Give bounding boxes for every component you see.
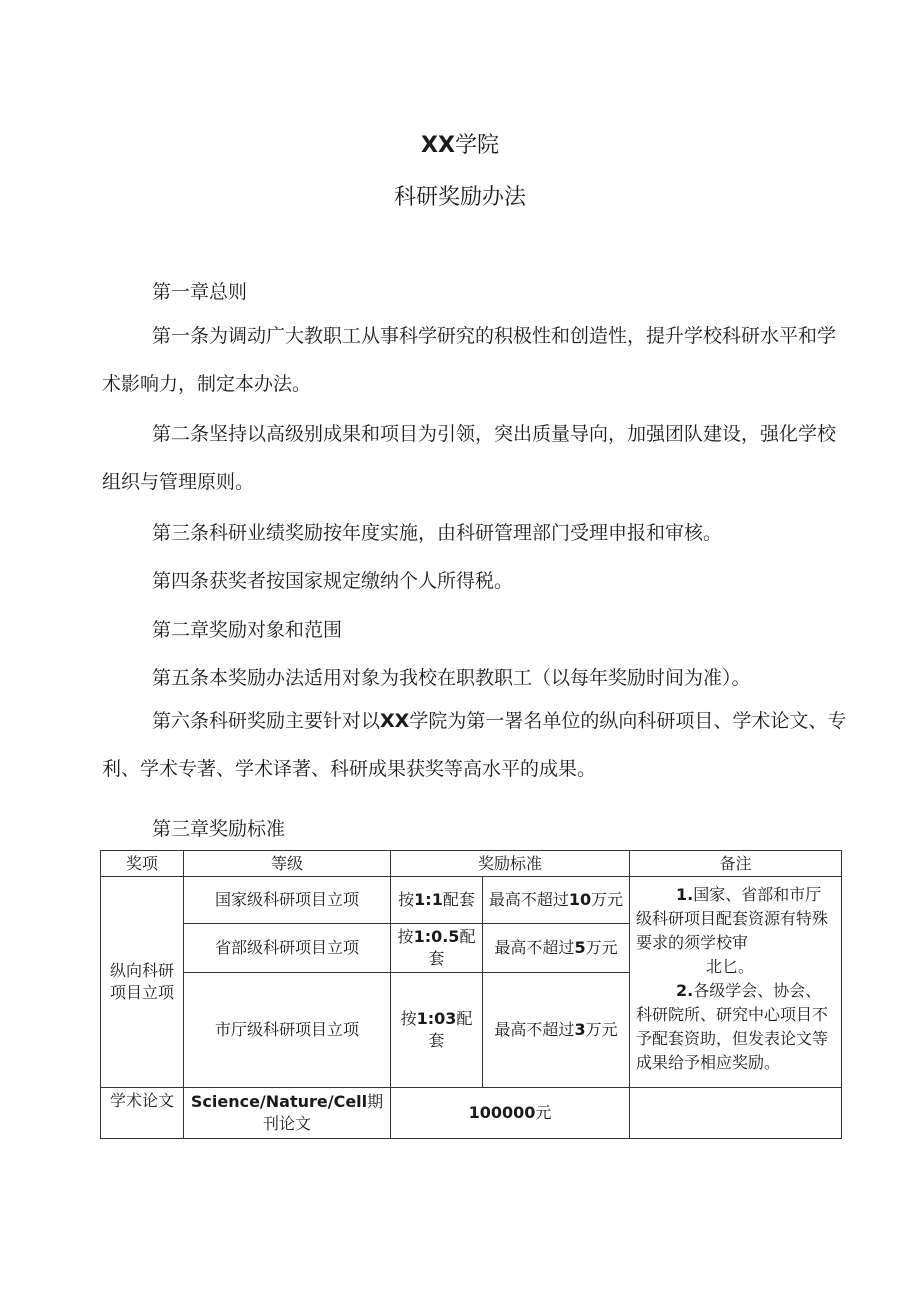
- article-2: 第二条坚持以高级别成果和项目为引领，突出质量导向，加强团队建设，强化学校组织与管理原则。: [102, 423, 837, 493]
- ratio-cell: 按1:0.5配套: [391, 924, 483, 973]
- level-cell: 省部级科研项目立项: [184, 924, 391, 973]
- article-4: 第四条获奖者按国家规定缴纳个人所得税。: [152, 570, 514, 592]
- paper-remark: [630, 1088, 842, 1139]
- article-5: 第五条本奖励办法适用对象为我校在职教职工（以每年奖励时间为准）。: [152, 667, 751, 689]
- remark-cell: 1.国家、省部和市厅级科研项目配套资源有特殊要求的须学校审 北匕。 2.各级学会、协会、科研院所、研究中心项目不予配套资助，但发表论文等成果给予相应奖励。: [630, 877, 842, 1088]
- header-level: 等级: [184, 851, 391, 877]
- level-cell: 市厅级科研项目立项: [184, 973, 391, 1088]
- org-name: XX: [421, 133, 455, 158]
- max-cell: 最高不超过5万元: [483, 924, 630, 973]
- max-cell: 最高不超过10万元: [483, 877, 630, 924]
- level-cell: 国家级科研项目立项: [184, 877, 391, 924]
- article-6-org: XX: [380, 710, 410, 732]
- header-award: 奖项: [101, 851, 184, 877]
- ratio-cell: 按1:03配套: [391, 973, 483, 1088]
- chapter-3-heading: 第三章奖励标准: [152, 818, 286, 840]
- paper-label: 学术论文: [101, 1088, 184, 1139]
- reward-standard-table: [100, 850, 842, 1139]
- max-cell: 最高不超过3万元: [483, 973, 630, 1088]
- article-6-pre: 第六条科研奖励主要针对以: [152, 710, 381, 732]
- paper-amount: 100000元: [391, 1088, 630, 1139]
- article-6-post: 学院为第一署名单位的纵向科研项目、学术论文、专利、学术专著、学术译著、科研成果获奖等高水平的成果。: [102, 710, 847, 780]
- doc-title: 科研奖励办法: [393, 185, 526, 210]
- ratio-cell: 按1:1配套: [391, 877, 483, 924]
- org-suffix: 学院: [454, 133, 499, 158]
- header-standard: 奖励标准: [391, 851, 630, 877]
- article-1: 第一条为调动广大教职工从事科学研究的积极性和创造性，提升学校科研水平和学术影响力，制定本办法。: [102, 325, 837, 395]
- article-3: 第三条科研业绩奖励按年度实施，由科研管理部门受理申报和审核。: [152, 522, 723, 544]
- header-remark: 备注: [630, 851, 842, 877]
- table-row: [101, 1088, 842, 1139]
- table-row: [101, 877, 842, 924]
- chapter-1-heading: 第一章总则: [152, 281, 248, 303]
- doc-org-title: [0, 128, 920, 159]
- chapter-2-heading: 第二章奖励对象和范围: [152, 619, 343, 641]
- article-6: [102, 697, 854, 793]
- vertical-project-label: 纵向科研项目立项: [101, 877, 184, 1088]
- paper-level: Science/Nature/Cell期刊论文: [184, 1088, 391, 1139]
